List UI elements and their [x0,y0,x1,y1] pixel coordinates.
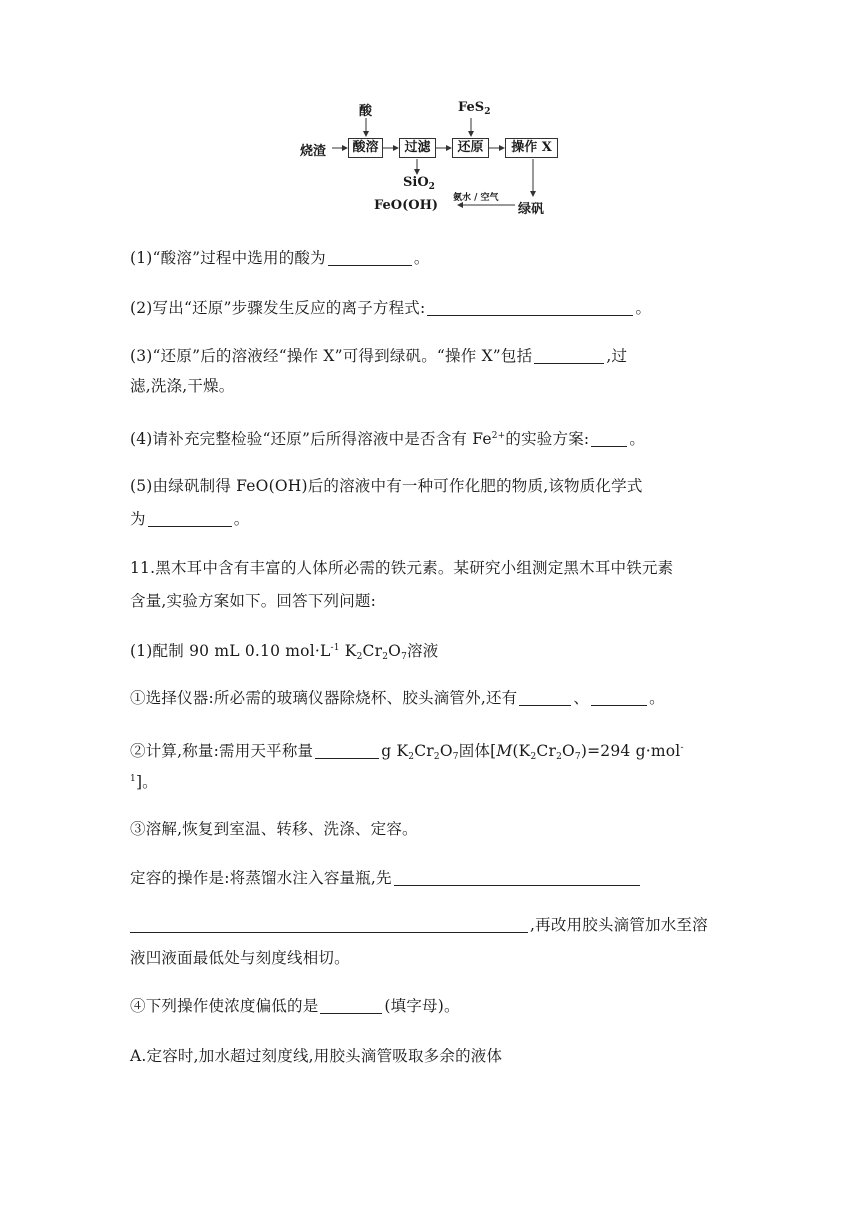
dilution-line2: ,再改用胶头滴管加水至溶 [130,914,708,936]
question-5-line1: (5)由绿矾制得 FeO(OH)后的溶液中有一种可作化肥的物质,该物质化学式 [130,477,643,495]
answer-blank[interactable] [591,430,627,447]
question-1: (1)“酸溶”过程中选用的酸为 。 [130,249,430,267]
label-acid: 酸 [359,104,373,119]
box-step2: 过滤 [399,138,436,158]
process-flowchart [290,98,560,220]
answer-blank[interactable] [130,916,528,933]
question-3-line1: (3)“还原”后的溶液经“操作 X”可得到绿矾。“操作 X”包括 ,过 [130,347,628,365]
step-2-line2: $^1$]。 [130,773,158,791]
step-3: ③溶解,恢复到室温、转移、洗涤、定容。 [130,820,418,838]
answer-blank[interactable] [328,249,412,266]
answer-blank[interactable] [591,689,647,706]
answer-blank[interactable] [427,299,633,316]
answer-blank[interactable] [519,689,571,706]
step-2-line1: ②计算,称量:需用天平称量 g $K_2Cr_2O_7$固体[$M(K_2Cr_2O_7)=294$ g·mol- [130,742,684,762]
box-step4: 操作 X [505,138,558,158]
answer-blank[interactable] [534,347,604,364]
answer-blank[interactable] [394,869,640,886]
dilution-line3: 液凹液面最低处与刻度线相切。 [130,949,350,967]
label-start: 烧渣 [300,144,327,159]
box-step3: 还原 [452,138,489,158]
question-5-line2: 为 。 [130,510,250,528]
answer-blank[interactable] [148,510,232,527]
step-1: ①选择仪器:所必需的玻璃仪器除烧杯、胶头滴管外,还有 、 。 [130,689,665,707]
question-2: (2)写出“还原”步骤发生反应的离子方程式: 。 [130,299,652,317]
label-reagent: 氨水 / 空气 [453,193,499,203]
label-sio2: SiO$_2$ [403,175,435,192]
answer-blank[interactable] [320,997,382,1014]
box-step1: 酸溶 [348,138,383,158]
label-final: FeO(OH) [374,198,439,213]
answer-blank[interactable] [315,742,379,759]
question-4: (4)请补充完整检验“还原”后所得溶液中是否含有 $Fe^{2+}$的实验方案: 。 [130,430,646,448]
part-1-header: (1)配制 90 mL 0.10 $mol\cdot L^{-1}$ $K_2Cr_2O_7$溶液 [130,642,439,662]
label-fes2: FeS$_2$ [458,100,491,117]
dilution-line1: 定容的操作是:将蒸馏水注入容量瓶,先 [130,867,642,889]
question-11-line1: 11.黑木耳中含有丰富的人体所必需的铁元素。某研究小组测定黑木耳中铁元素 [130,559,674,577]
step-4: ④下列操作使浓度偏低的是 (填字母)。 [130,997,460,1015]
question-3-line2: 滤,洗涤,干燥。 [130,377,235,395]
option-a: A.定容时,加水超过刻度线,用胶头滴管吸取多余的液体 [130,1047,503,1065]
label-product: 绿矾 [518,202,545,217]
question-11-line2: 含量,实验方案如下。回答下列问题: [130,592,377,610]
